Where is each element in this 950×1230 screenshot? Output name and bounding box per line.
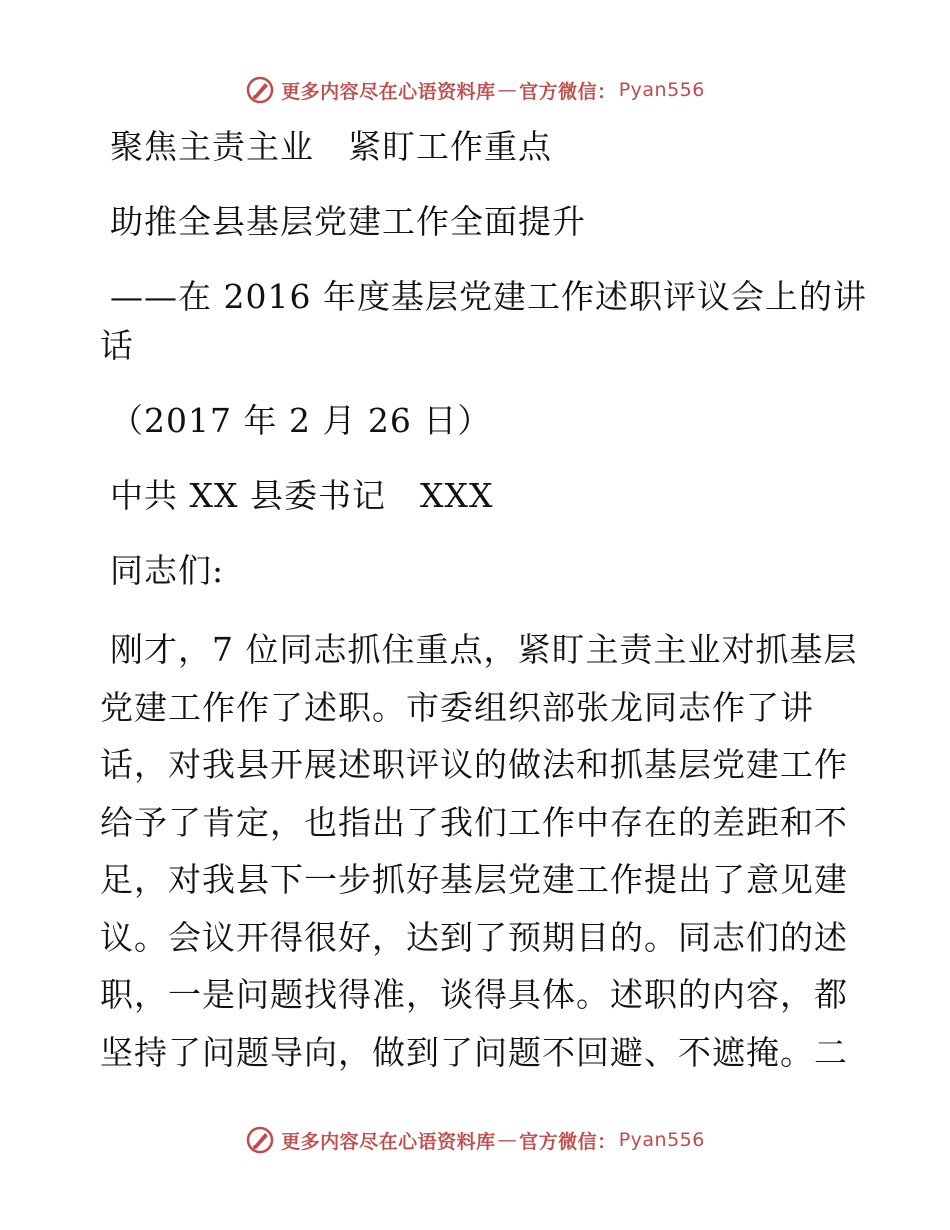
speech-date: （2017 年 2 月 26 日） (110, 401, 492, 440)
body-line: 足，对我县下一步抓好基层党建工作提出了意见建 (100, 860, 848, 899)
body-line: 刚才，7 位同志抓住重点，紧盯主责主业对抓基层 (110, 630, 858, 669)
body-line: 职，一是问题找得准，谈得具体。述职的内容，都 (100, 975, 848, 1014)
watermark-header (0, 70, 950, 110)
subtitle-line-2: 话 (100, 326, 134, 365)
watermark-handle: Pyan556 (618, 79, 705, 101)
watermark-official: 官方微信： (519, 80, 617, 103)
body-line: 话，对我县开展述职评议的做法和抓基层党建工作 (100, 745, 848, 784)
speech-author: 中共 XX 县委书记 XXX (110, 476, 494, 515)
title-line-1: 聚焦主责主业 紧盯工作重点 (110, 127, 552, 166)
body-paragraph (100, 621, 858, 1081)
watermark-handle: Pyan556 (618, 1129, 705, 1151)
watermark-official: 官方微信： (519, 1130, 617, 1153)
watermark-text: 更多内容尽在心语资料库 (281, 1130, 496, 1153)
salutation: 同志们: (110, 551, 225, 590)
watermark-text: 更多内容尽在心语资料库 (281, 80, 496, 103)
watermark-separator: — (497, 79, 518, 101)
watermark-separator: — (497, 1129, 518, 1151)
body-line: 给予了肯定，也指出了我们工作中存在的差距和不 (100, 802, 848, 842)
watermark-footer (0, 1120, 950, 1160)
body-line: 坚持了问题导向，做到了问题不回避、不遮掩。二 (100, 1032, 848, 1072)
brush-logo-icon (245, 1125, 275, 1155)
document-body (100, 122, 867, 1081)
title-line-2: 助推全县基层党建工作全面提升 (110, 202, 586, 241)
subtitle-line-1: ——在 2016 年度基层党建工作述职评议会上的讲 (110, 277, 867, 316)
body-line: 党建工作作了述职。市委组织部张龙同志作了讲 (100, 687, 814, 727)
brush-logo-icon (245, 75, 275, 105)
body-line: 议。会议开得很好，达到了预期目的。同志们的述 (100, 917, 848, 957)
